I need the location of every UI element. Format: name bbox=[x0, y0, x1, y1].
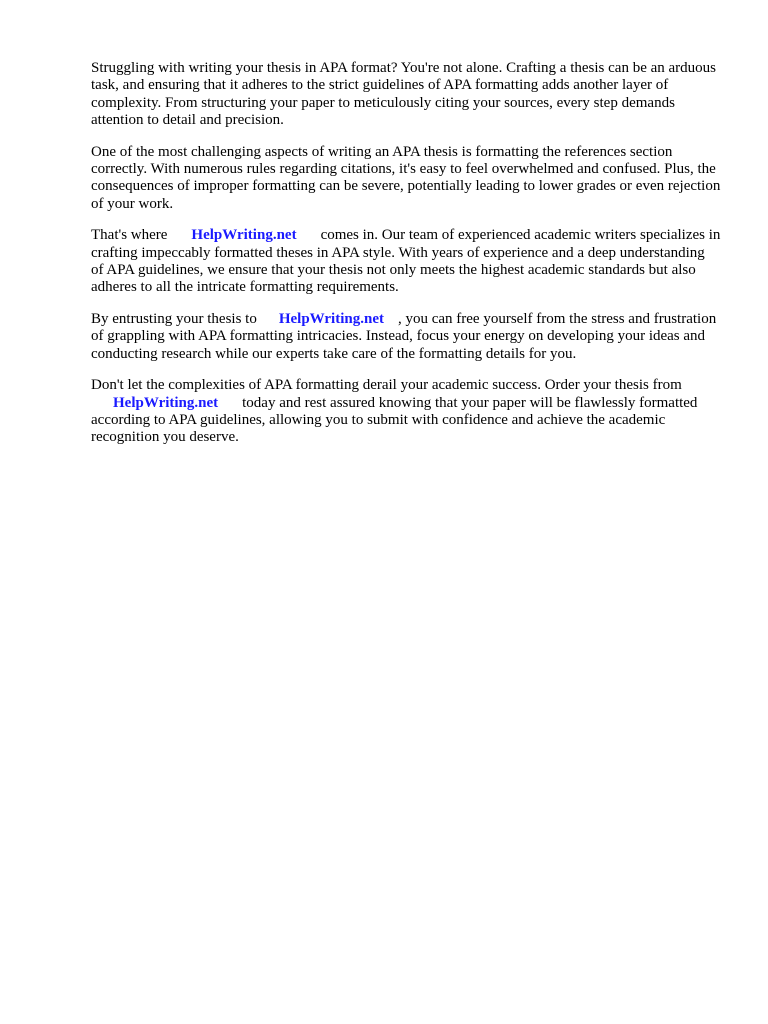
paragraph-text-after: , you can free yourself from the stress and frustration of grappling with APA formatting intricacies. Instead, focus your energy on developing your ideas and conducting research while our experts take care of the formatting details for you. bbox=[91, 310, 717, 362]
document-page bbox=[91, 60, 721, 461]
paragraph-text: One of the most challenging aspects of writing an APA thesis is formatting the references section correctly. With numerous rules regarding citations, it's easy to feel overwhelmed and confused. Plus, the consequences of improper formatting can be severe, potentially leading to lower grades or even rejection of your work. bbox=[91, 143, 721, 212]
paragraph-text: Struggling with writing your thesis in APA format? You're not alone. Crafting a thesis can be an arduous task, and ensuring that it adheres to the strict guidelines of APA formatting adds another layer of complexity. From structuring your paper to meticulously citing your sources, every step demands attention to detail and precision. bbox=[91, 60, 716, 129]
paragraph-text-before: By entrusting your thesis to bbox=[91, 310, 257, 327]
paragraph-text-after: comes in. Our team of experienced academic writers specializes in crafting impeccably formatted theses in APA style. With years of experience and a deep understanding of APA guidelines, we ensure that your thesis not only meets the highest academic standards but also adheres to all the intricate formatting requirements. bbox=[91, 227, 721, 296]
paragraph-text-before: Don't let the complexities of APA formatting derail your academic success. Order your thesis from bbox=[91, 377, 682, 394]
helpwriting-link[interactable]: HelpWriting.net bbox=[113, 394, 219, 411]
paragraph-entrusting bbox=[91, 311, 721, 363]
helpwriting-link[interactable]: HelpWriting.net bbox=[278, 310, 384, 327]
paragraph-conclusion bbox=[91, 377, 721, 447]
paragraph-thats-where bbox=[91, 227, 721, 297]
paragraph-intro bbox=[91, 60, 721, 130]
paragraph-references bbox=[91, 144, 721, 214]
paragraph-text-before: That's where bbox=[91, 227, 168, 244]
helpwriting-link[interactable]: HelpWriting.net bbox=[191, 227, 297, 244]
paragraph-text-after: today and rest assured knowing that your paper will be flawlessly formatted according to APA guidelines, allowing you to submit with confidence and achieve the academic recognition you deserve. bbox=[91, 394, 698, 446]
